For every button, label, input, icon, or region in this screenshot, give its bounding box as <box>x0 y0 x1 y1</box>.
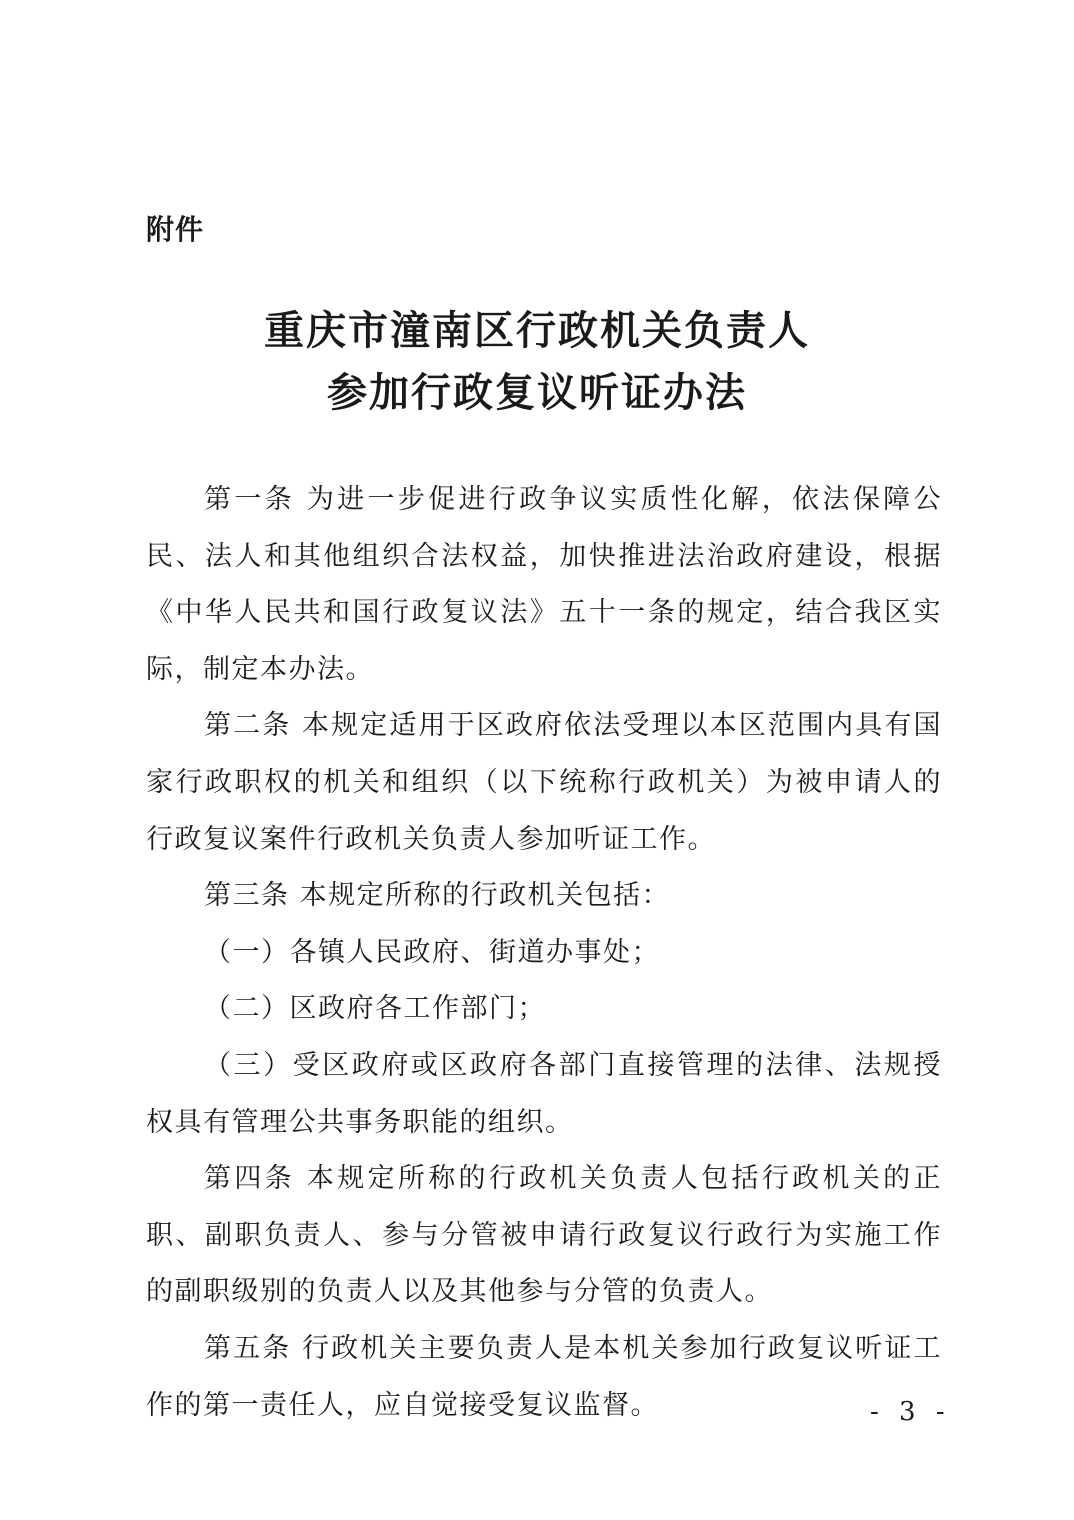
document-title-line-1: 重庆市潼南区行政机关负责人 <box>264 307 810 354</box>
article-3-paragraph: 第三条 本规定所称的行政机关包括： <box>204 880 671 912</box>
article-3-item-2: （二）区政府各工作部门； <box>204 993 546 1025</box>
article-2-paragraph: 第二条 本规定适用于区政府依法受理以本区范围内具有国家行政职权的机关和组织（以下统称行政机关）为被申请人的行政复议案件行政机关负责人参加听证工作。 <box>146 710 942 855</box>
article-3-item-1: （一）各镇人民政府、街道办事处； <box>204 936 660 968</box>
document-body <box>146 472 942 1434</box>
article-5-paragraph: 第五条 行政机关主要负责人是本机关参加行政复议听证工作的第一责任人，应自觉接受复议监督。 <box>146 1332 942 1421</box>
document-title-line-2: 参加行政复议听证办法 <box>327 369 747 416</box>
page-number: - 3 - <box>870 1397 951 1427</box>
article-3-item-3: （三）受区政府或区政府各部门直接管理的法律、法规授权具有管理公共事务职能的组织。 <box>146 1049 942 1138</box>
document-title <box>0 300 1074 424</box>
article-4-paragraph: 第四条 本规定所称的行政机关负责人包括行政机关的正职、副职负责人、参与分管被申请行政复议行政行为实施工作的副职级别的负责人以及其他参与分管的负责人。 <box>146 1163 942 1308</box>
article-1-paragraph: 第一条 为进一步促进行政争议实质性化解，依法保障公民、法人和其他组织合法权益，加快推进法治政府建设，根据《中华人民共和国行政复议法》五十一条的规定，结合我区实际，制定本办法。 <box>146 484 942 685</box>
attachment-label: 附件 <box>146 213 205 246</box>
